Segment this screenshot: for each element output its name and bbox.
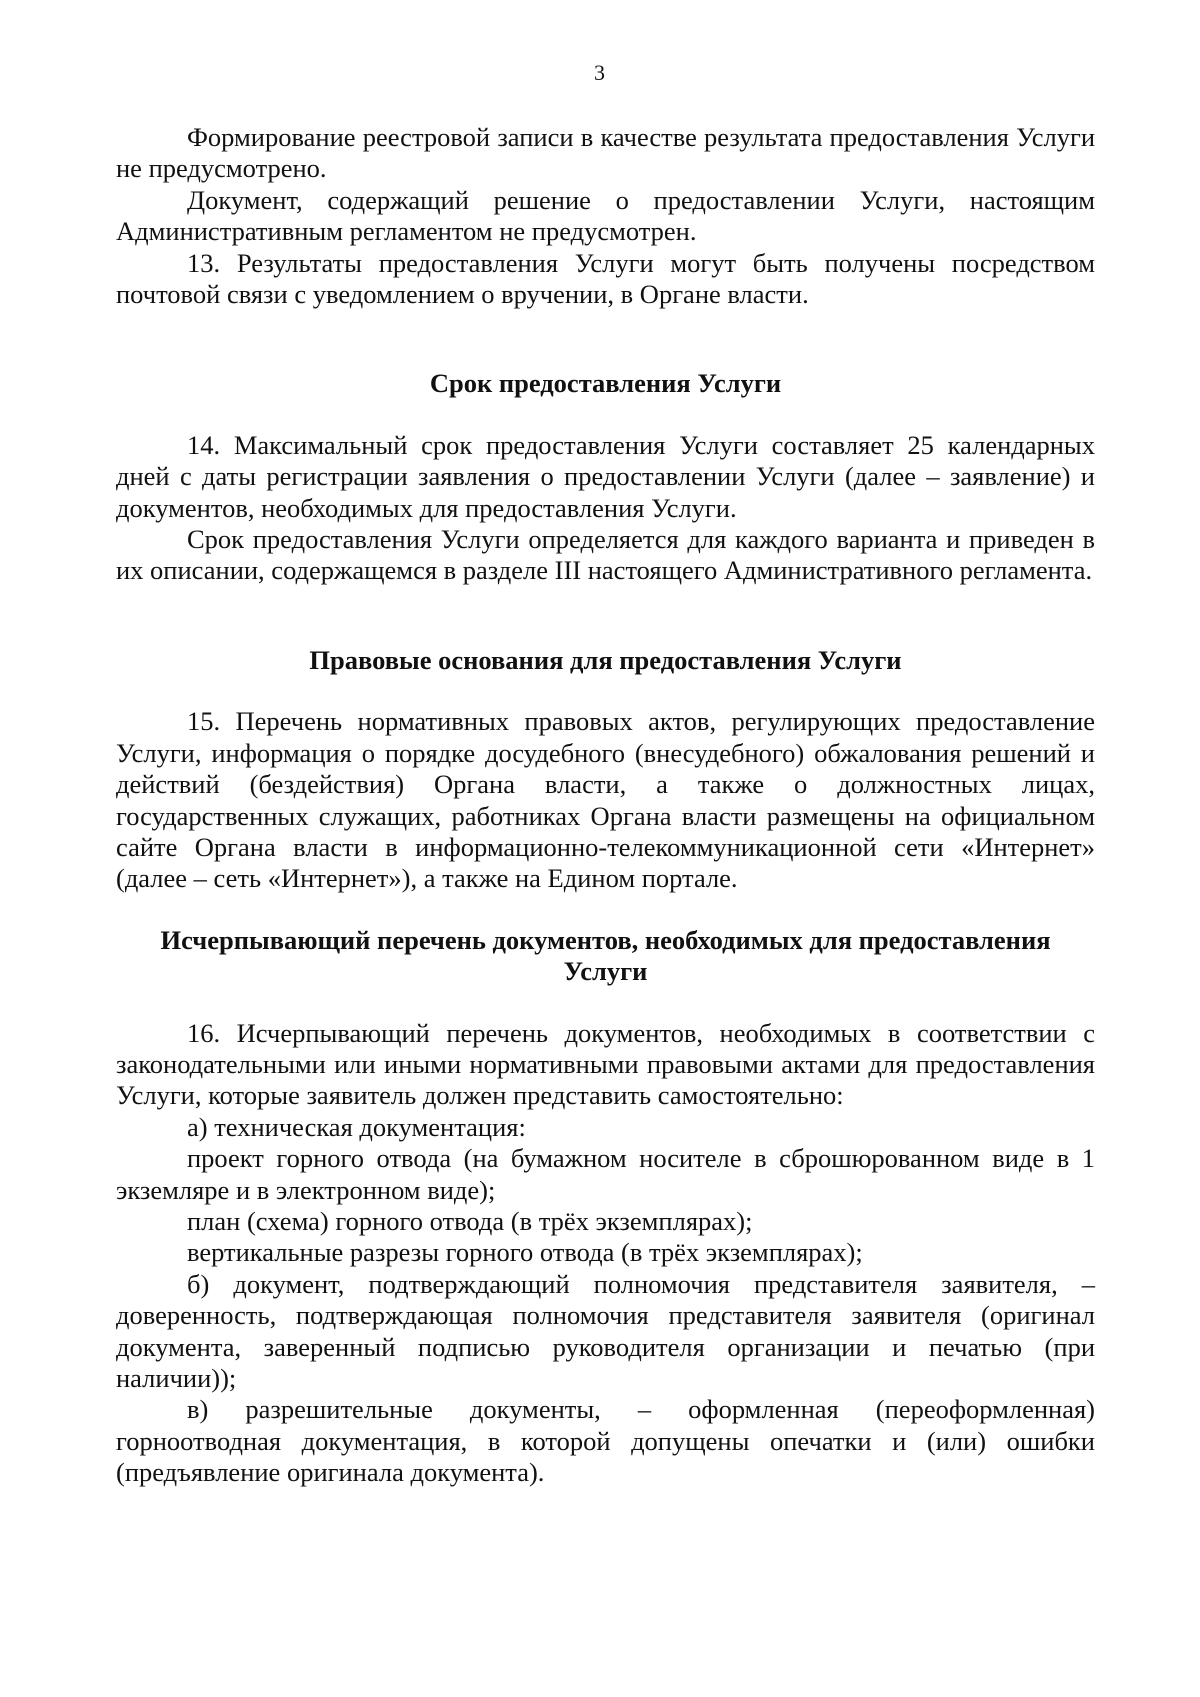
page-number: 3 (594, 60, 605, 85)
section-heading-term: Срок предоставления Услуги (429, 368, 782, 399)
paragraph-13-results: 13. Результаты предоставления Услуги могут быть получены посредством почтовой связи с уведомлением о вручении, в Органе власти. (116, 247, 1095, 310)
section-heading-documents-line1: Исчерпывающий перечень документов, необходимых для предоставления (160, 924, 1051, 955)
paragraph-14-max-term: 14. Максимальный срок предоставления Услуги составляет 25 календарных дней с даты регистрации заявления о предоставлении Услуги (далее – заявление) и документов, необходимых для предоставления Услуги. (116, 429, 1095, 523)
spacer (116, 895, 1095, 925)
section-heading-documents-line2: Услуги (563, 956, 648, 987)
paragraph-registry-record: Формирование реестровой записи в качестве результата предоставления Услуги не предусмотрено. (116, 122, 1095, 184)
list-subitem-plan: план (схема) горного отвода (в трёх экземплярах); (187, 1205, 753, 1236)
list-item-b-authority-document: б) документ, подтверждающий полномочия представителя заявителя, – доверенность, подтверждающая полномочия представителя заявителя (оригинал документа, заверенный подписью руководителя организации и печатью (при наличии)); (116, 1268, 1095, 1393)
paragraph-term-per-variant: Срок предоставления Услуги определяется для каждого варианта и приведен в их описании, содержащемся в разделе III настоящего Административного регламента. (116, 524, 1095, 586)
spacer (116, 310, 1095, 368)
paragraph-15-legal-acts: 15. Перечень нормативных правовых актов, регулирующих предоставление Услуги, информация о порядке досудебного (внесудебного) обжалования решений и действий (бездействия) Органа власти, а также о должностных лицах, государственных служащих, работниках Органа власти размещены на официальном сайте Органа власти в информационно-телекоммуникационной сети «Интернет» (далее – сеть «Интернет»), а также на Едином портале. (116, 706, 1095, 894)
spacer (116, 988, 1095, 1018)
spacer (116, 587, 1095, 645)
list-subitem-project: проект горного отвода (на бумажном носителе в сброшюрованном виде в 1 экземляре и в электронном виде); (116, 1143, 1095, 1205)
section-heading-legal-basis: Правовые основания для предоставления Услуги (309, 644, 902, 675)
list-item-a-technical-docs: а) техническая документация: (187, 1111, 526, 1142)
paragraph-decision-document: Документ, содержащий решение о предоставлении Услуги, настоящим Административным регламентом не предусмотрен. (116, 184, 1095, 247)
spacer (116, 400, 1095, 430)
list-item-c-permits: в) разрешительные документы, – оформленная (переоформленная) горноотводная документация, в которой допущены опечатки и (или) ошибки (предъявление оригинала документа). (116, 1394, 1095, 1488)
section-heading-documents (116, 925, 1095, 988)
paragraph-16-document-list: 16. Исчерпывающий перечень документов, необходимых в соответствии с законодательными или иными нормативными правовыми актами для предоставления Услуги, которые заявитель должен представить самостоятельно: (116, 1017, 1095, 1111)
spacer (116, 676, 1095, 706)
list-subitem-vertical-sections: вертикальные разрезы горного отвода (в трёх экземплярах); (187, 1237, 863, 1268)
